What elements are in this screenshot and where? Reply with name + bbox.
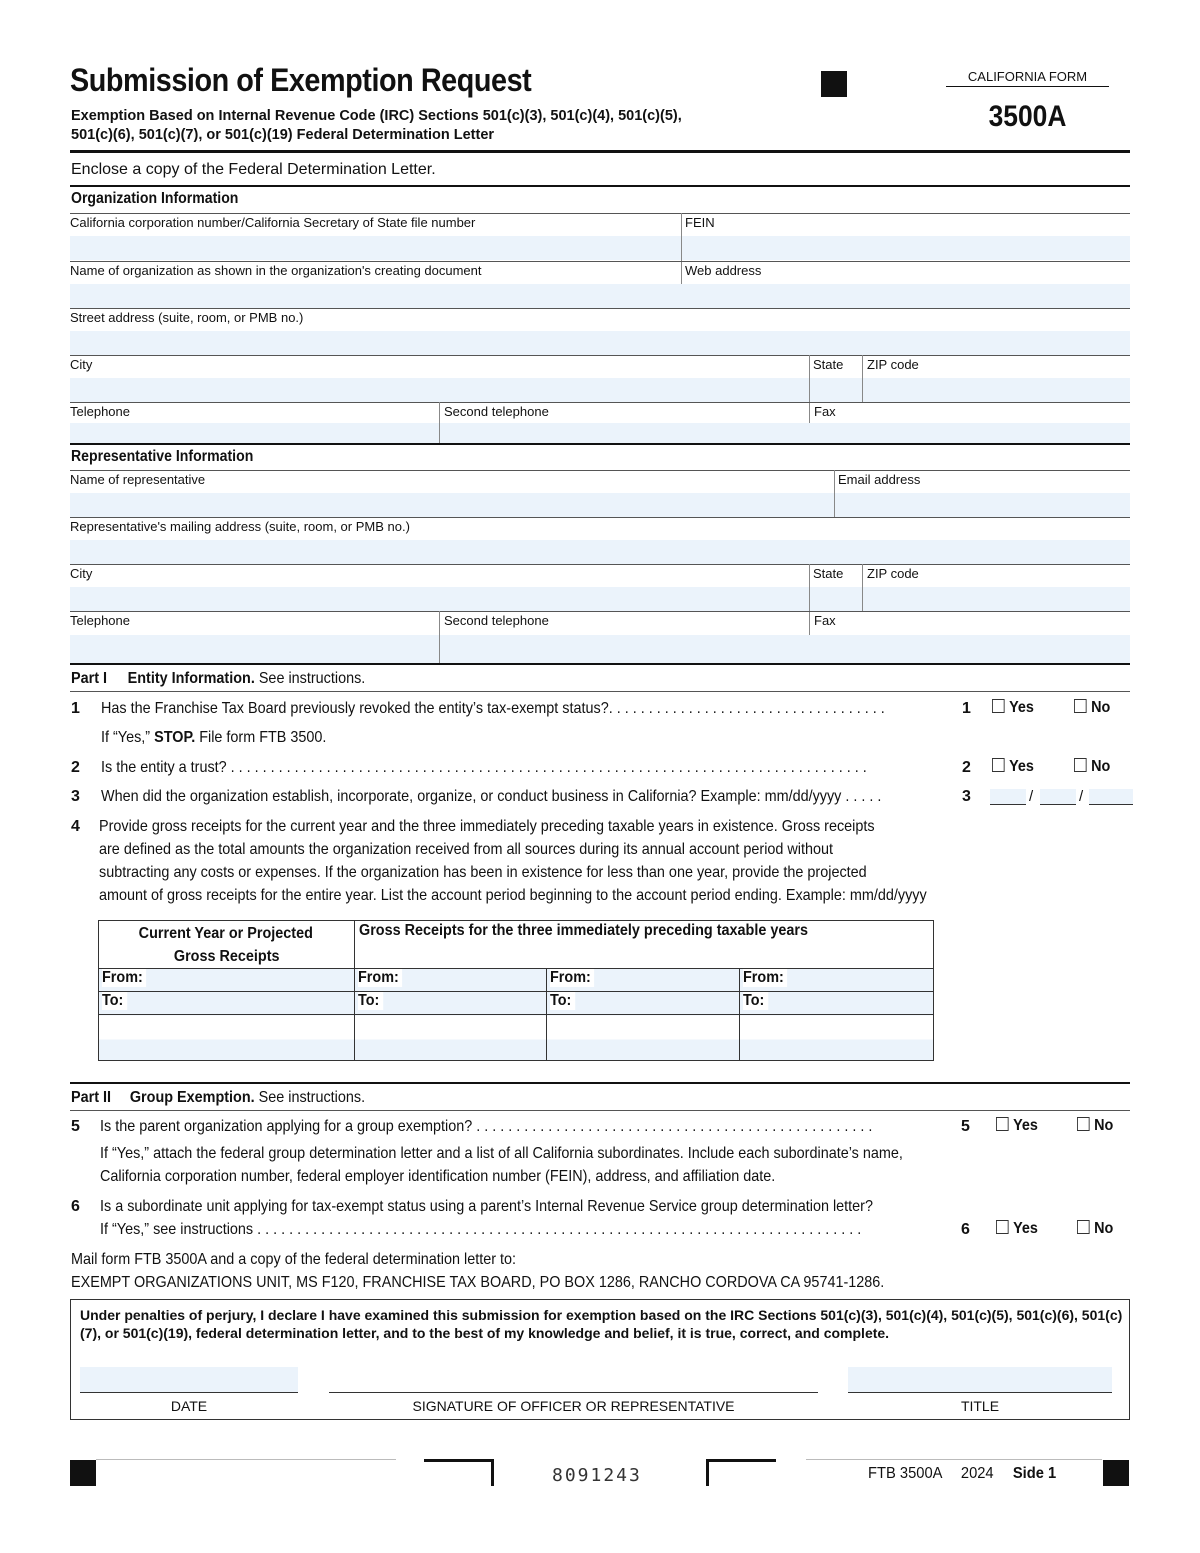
section-rule [70, 443, 1130, 445]
org-info-heading: Organization Information [71, 190, 239, 207]
corner-mark [706, 1459, 776, 1486]
table-row-amounts [99, 1015, 934, 1061]
q1-line-number: 1 [962, 700, 971, 717]
q6-text-line2: If “Yes,” see instructions . . . . . . . . . . . . . . . . . . . . . . . . . . . . . . . . . . . . . . . . . . . . . . . . . . . . . . . . . . . . . . . . . . . . . . . . . . . . [100, 1221, 862, 1238]
q6-no-checkbox[interactable]: No [1077, 1220, 1113, 1238]
year3-amount-input[interactable] [740, 1015, 934, 1061]
q1-no-checkbox[interactable]: No [1074, 699, 1110, 717]
year1-to-input[interactable]: To: [354, 992, 547, 1015]
registration-mark [70, 1460, 96, 1486]
form-title: Submission of Exemption Request [70, 62, 532, 98]
q3-line-number: 3 [962, 788, 971, 805]
section-rule [70, 185, 1130, 187]
footer-form-id: FTB 3500A 2024 Side 1 [868, 1465, 1057, 1482]
divider [862, 564, 863, 611]
year3-from-input[interactable]: From: [740, 969, 934, 992]
footer-rule [96, 1459, 396, 1460]
q4-text-line1: Provide gross receipts for the current year and the three immediately preceding taxable years in existence. Gross receipts [99, 818, 875, 835]
section-rule [70, 1082, 1130, 1084]
q3-number: 3 [71, 788, 80, 805]
q4-text-line3: subtracting any costs or expenses. If the organization has been in existence for less than one year, provide the projected [99, 864, 867, 881]
rep-name-field[interactable]: Name of representative [70, 470, 835, 517]
year3-to-input[interactable]: To: [740, 992, 934, 1015]
divider [862, 355, 863, 402]
q5-note-line2: California corporation number, federal employer identification number (FEIN), address, and affiliation date. [100, 1168, 776, 1185]
q2-number: 2 [71, 759, 80, 776]
preceding-years-header: Gross Receipts for the three immediately preceding taxable years [354, 921, 933, 969]
current-from-input[interactable]: From: [99, 969, 355, 992]
q6-yes-checkbox[interactable]: Yes [996, 1220, 1038, 1238]
table-row-from [99, 969, 934, 992]
q1-number: 1 [71, 700, 80, 717]
barcode-number: 8091243 [552, 1465, 642, 1486]
part2-heading: Part II Group Exemption. See instructions. [71, 1089, 366, 1106]
header-rule [70, 150, 1130, 153]
date-separator: / [1079, 788, 1084, 805]
checkbox-icon [1074, 699, 1087, 713]
q5-text: Is the parent organization applying for a group exemption? . . . . . . . . . . . . . . . . . . . . . . . . . . . . . . . . . . . . . . . . . . . . . . . . . . [100, 1118, 873, 1135]
state-field[interactable]: State [810, 355, 863, 402]
mail-instructions: Mail form FTB 3500A and a copy of the federal determination letter to: [71, 1251, 517, 1268]
q4-text-line2: are defined as the total amounts the organization received from all sources during its annual account period without [99, 841, 834, 858]
q2-yes-checkbox[interactable]: Yes [992, 758, 1034, 776]
registration-mark [1103, 1460, 1129, 1486]
q5-yes-checkbox[interactable]: Yes [996, 1117, 1038, 1135]
q3-year-input[interactable] [1089, 789, 1133, 805]
checkbox-icon [992, 699, 1005, 713]
title-input[interactable] [848, 1367, 1112, 1393]
org-name-field[interactable]: Name of organization as shown in the organization's creating document [70, 261, 682, 308]
checkbox-icon [996, 1220, 1009, 1234]
form-subtitle: Exemption Based on Internal Revenue Code (IRC) Sections 501(c)(3), 501(c)(4), 501(c)(5), 501(c)(6), 501(c)(7), or 501(c)(19) Federal Determination Letter [71, 108, 682, 143]
telephone-field[interactable]: Telephone [70, 402, 440, 443]
q3-day-input[interactable] [1040, 789, 1076, 805]
q2-no-checkbox[interactable]: No [1074, 758, 1110, 776]
rep-email-field[interactable]: Email address [835, 470, 1130, 517]
divider [439, 402, 440, 443]
gross-receipts-table [98, 920, 934, 1061]
footer-rule [806, 1459, 1102, 1460]
zip-field[interactable]: ZIP code [863, 355, 1130, 402]
q6-text: Is a subordinate unit applying for tax-exempt status using a parent’s Internal Revenue Service group determination letter? [100, 1198, 873, 1215]
current-amount-input[interactable] [99, 1015, 355, 1061]
signature-line[interactable] [329, 1367, 818, 1393]
year2-from-input[interactable]: From: [547, 969, 740, 992]
corp-number-field[interactable]: California corporation number/California Secretary of State file number [70, 213, 682, 260]
rep-fax-field[interactable]: Fax [810, 611, 1130, 663]
fein-field[interactable]: FEIN [682, 213, 1130, 260]
q5-line-number: 5 [961, 1118, 970, 1135]
q1-yes-checkbox[interactable]: Yes [992, 699, 1034, 717]
signature-caption: SIGNATURE OF OFFICER OR REPRESENTATIVE [412, 1398, 735, 1414]
section-rule [70, 663, 1130, 665]
q6-number: 6 [71, 1198, 80, 1215]
q6-line-number: 6 [961, 1221, 970, 1238]
q4-number: 4 [71, 818, 80, 835]
year2-amount-input[interactable] [547, 1015, 740, 1061]
date-separator: / [1029, 788, 1034, 805]
q4-text-line4: amount of gross receipts for the entire year. List the account period beginning to the account period ending. Example: mm/dd/yyyy [99, 887, 927, 904]
rep-address-field[interactable]: Representative's mailing address (suite, room, or PMB no.) [70, 517, 1130, 564]
corner-mark [424, 1459, 494, 1486]
form-number: 3500A [988, 100, 1067, 133]
q2-line-number: 2 [962, 759, 971, 776]
part-rule [70, 1110, 1130, 1111]
date-caption: DATE [170, 1398, 208, 1414]
fax-field[interactable]: Fax [810, 402, 1130, 443]
city-field[interactable]: City [70, 355, 810, 402]
q1-stop-note: If “Yes,” STOP. File form FTB 3500. [101, 729, 327, 746]
q2-text: Is the entity a trust? . . . . . . . . . . . . . . . . . . . . . . . . . . . . . . . . . . . . . . . . . . . . . . . . . . . . . . . . . . . . . . . . . . . . . . . . . . . . . . . . [101, 759, 867, 776]
enclose-note: Enclose a copy of the Federal Determination Letter. [71, 161, 436, 178]
rep-telephone-field[interactable]: Telephone [70, 611, 440, 663]
title-caption: TITLE [960, 1398, 1000, 1414]
year1-from-input[interactable]: From: [354, 969, 547, 992]
web-address-field[interactable]: Web address [682, 261, 1130, 308]
checkbox-icon [1077, 1117, 1090, 1131]
table-row-to [99, 992, 934, 1015]
checkbox-icon [996, 1117, 1009, 1131]
form-label: CALIFORNIA FORM [946, 69, 1109, 87]
rep-info-heading: Representative Information [71, 448, 254, 465]
checkbox-icon [1077, 1220, 1090, 1234]
q5-note-line1: If “Yes,” attach the federal group determination letter and a list of all California subordinates. Include each subordinate’s name, [100, 1145, 903, 1162]
street-address-field[interactable]: Street address (suite, room, or PMB no.) [70, 308, 1130, 355]
q5-number: 5 [71, 1118, 80, 1135]
second-telephone-field[interactable]: Second telephone [440, 402, 810, 443]
rep-second-telephone-field[interactable]: Second telephone [440, 611, 810, 663]
q1-text: Has the Franchise Tax Board previously revoked the entity’s tax-exempt status?. . . . . . . . . . . . . . . . . . . . . . . . . . . . . . . . . . . [101, 700, 885, 717]
part-rule [70, 691, 1130, 692]
rep-zip-field[interactable]: ZIP code [863, 564, 1130, 611]
current-to-input[interactable]: To: [99, 992, 355, 1015]
registration-mark [821, 71, 847, 97]
declaration-box [70, 1299, 1130, 1420]
q5-no-checkbox[interactable]: No [1077, 1117, 1113, 1135]
checkbox-icon [1074, 758, 1087, 772]
part1-heading: Part I Entity Information. See instructions. [71, 670, 366, 687]
current-year-header: Current Year or Projected Gross Receipts [99, 921, 355, 969]
q3-text: When did the organization establish, incorporate, organize, or conduct business in California? Example: mm/dd/yyyy . . . . . [101, 788, 882, 805]
mail-address: EXEMPT ORGANIZATIONS UNIT, MS F120, FRANCHISE TAX BOARD, PO BOX 1286, RANCHO CORDOVA CA 95741-1286. [71, 1274, 885, 1291]
year1-amount-input[interactable] [354, 1015, 547, 1061]
perjury-declaration: Under penalties of perjury, I declare I have examined this submission for exemption based on the IRC Sections 501(c)(3), 501(c)(4), 501(c)(5), 501(c)(6), 501(c)(7), or 501(c)(19), federal determination letter, and to the best of my knowledge and belief, it is true, correct, and complete. [80, 1307, 1123, 1341]
rep-state-field[interactable]: State [810, 564, 863, 611]
divider [834, 470, 835, 517]
checkbox-icon [992, 758, 1005, 772]
year2-to-input[interactable]: To: [547, 992, 740, 1015]
rep-city-field[interactable]: City [70, 564, 810, 611]
divider [439, 611, 440, 663]
date-input[interactable] [80, 1367, 298, 1393]
q3-month-input[interactable] [990, 789, 1026, 805]
